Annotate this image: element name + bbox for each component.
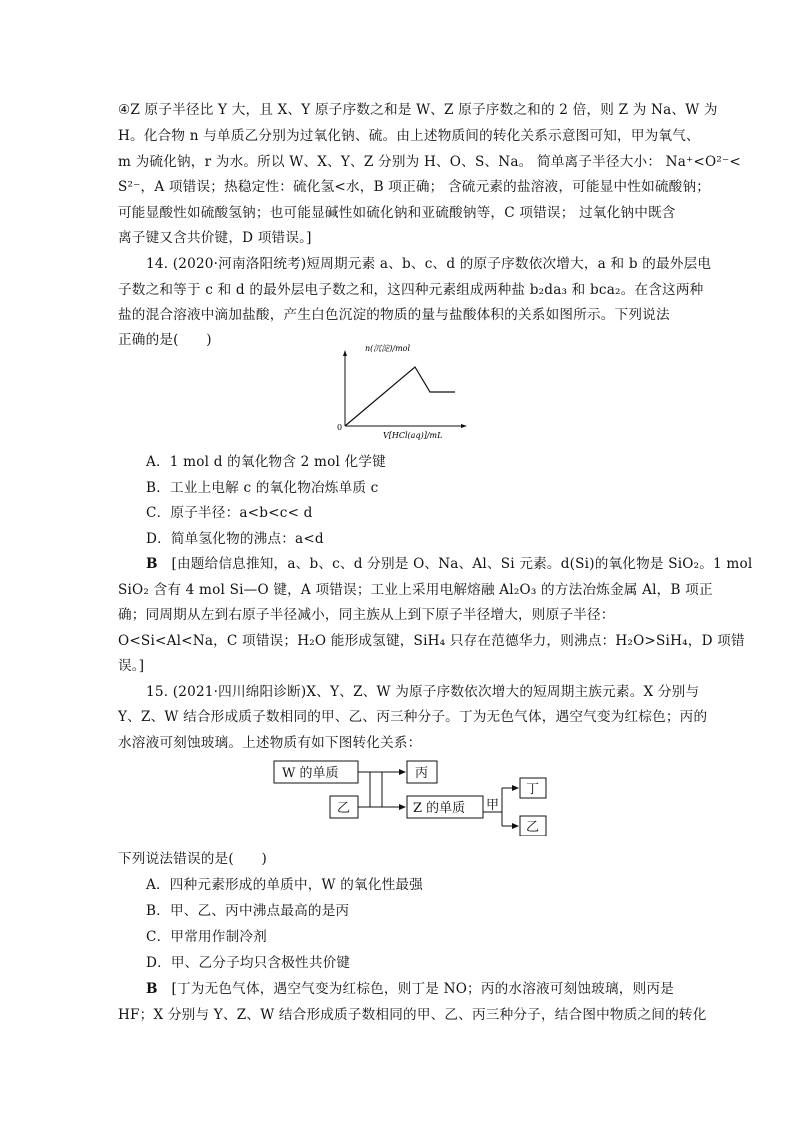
q14-answer: B xyxy=(146,556,158,572)
explanation-13-line: m 为硫化钠，r 为水。所以 W、X、Y、Z 分别为 H、O、S、Na。 简单离子半径大小： Na⁺<O²⁻< xyxy=(118,154,741,170)
box-w-label: W 的单质 xyxy=(282,766,339,781)
q14-stem-line: 14. (2020·河南洛阳统考)短周期元素 a、b、c、d 的原子序数依次增大，a 和 b 的最外层电 xyxy=(146,256,712,272)
explanation-13-line: ④Z 原子半径比 Y 大，且 X、Y 原子序数之和是 W、Z 原子序数之和的 2 倍，则 Z 为 Na、W 为 xyxy=(118,102,718,118)
q14-option: B．工业上电解 c 的氧化物冶炼单质 c xyxy=(146,480,379,496)
q15-option: A．四种元素形成的单质中，W 的氧化性最强 xyxy=(146,877,423,893)
arrow-to-ding xyxy=(512,785,519,791)
explanation-13-line: H。化合物 n 与单质乙分别为过氧化钠、硫。由上述物质间的转化关系示意图可知，甲为氧气、 xyxy=(118,128,700,144)
explanation-13-line: 离子键又含共价键，D 项错误。] xyxy=(118,230,312,246)
q15-stem-line: 水溶液可刻蚀玻璃。上述物质有如下图转化关系： xyxy=(118,735,422,751)
q15-prompt: 下列说法错误的是( ) xyxy=(118,851,267,867)
arrow-to-yi2 xyxy=(512,823,519,829)
graph-y-arrow xyxy=(343,350,347,356)
q15-answer: B xyxy=(146,981,158,997)
box-yi-label: 乙 xyxy=(337,801,351,816)
q14-explanation-line: 确；同周期从左到右原子半径减小，同主族从上到下原子半径增大，则原子半径： xyxy=(118,607,615,623)
arrow-to-z xyxy=(399,804,406,810)
q15-stem-line: Y、Z、W 结合形成质子数相同的甲、乙、丙三种分子。丁为无色气体，遇空气变为红棕色；丙的 xyxy=(118,709,708,725)
box-bing-label: 丙 xyxy=(415,766,429,781)
box-yi2-label: 乙 xyxy=(526,820,540,835)
q14-option: C．原子半径：a<b<c< d xyxy=(146,505,313,521)
q14-option: A．1 mol d 的氧化物含 2 mol 化学键 xyxy=(146,454,386,470)
graph-curve xyxy=(345,367,455,426)
explanation-13-line: 可能显酸性如硫酸氢钠；也可能显碱性如硫化钠和亚硫酸钠等，C 项错误； 过氧化钠中既含 xyxy=(118,205,676,221)
q14-option: D．简单氢化物的沸点：a<d xyxy=(146,531,324,547)
q15-explanation-first: [丁为无色气体，遇空气变为红棕色，则丁是 NO；丙的水溶液可刻蚀玻璃，则丙是 xyxy=(171,981,674,997)
q15-explanation-line: HF；X 分别与 Y、Z、W 结合形成质子数相同的甲、乙、丙三种分子，结合图中物质之间的转化 xyxy=(118,1007,707,1023)
box-ding-label: 丁 xyxy=(526,782,540,797)
q15-option: D．甲、乙分子均只含极性共价键 xyxy=(146,955,351,971)
q14-explanation-line: 误。] xyxy=(118,658,145,674)
q14-stem-line: 子数之和等于 c 和 d 的最外层电子数之和，这四种元素组成两种盐 b₂da₃ 和 bca₂。在含这两种 xyxy=(118,282,704,298)
q15-option: B．甲、乙、丙中沸点最高的是丙 xyxy=(146,903,350,919)
transformation-diagram xyxy=(270,756,560,836)
arrow-to-bing xyxy=(399,769,406,775)
q14-explanation-line: SiO₂ 含有 4 mol Si—O 键，A 项错误；工业上采用电解熔融 Al₂O₃ 的方法冶炼金属 Al，B 项正 xyxy=(118,582,713,598)
q14-answer-line xyxy=(146,554,753,574)
q14-stem-line: 正确的是( ) xyxy=(118,332,212,348)
q14-stem-line: 盐的混合溶液中滴加盐酸，产生白色沉淀的物质的量与盐酸体积的关系如图所示。下列说法 xyxy=(118,307,670,323)
q14-explanation-line: O<Si<Al<Na，C 项错误；H₂O 能形成氢键，SiH₄ 只存在范德华力，则沸点：H₂O>SiH₄，D 项错 xyxy=(118,633,745,649)
q15-answer-line xyxy=(146,979,716,999)
explanation-13-line: S²⁻，A 项错误；热稳定性：硫化氢<水，B 项正确； 含硫元素的盐溶液，可能显中性如硫酸钠； xyxy=(118,179,711,195)
precipitate-graph xyxy=(335,342,485,442)
q14-explanation-first: [由题给信息推知，a、b、c、d 分别是 O、Na、Al、Si 元素。d(Si)的氧化物是 SiO₂。1 mol xyxy=(171,556,753,572)
graph-origin-label: 0 xyxy=(337,423,343,432)
arrow-label-jia: 甲 xyxy=(486,798,500,813)
q15-option: C．甲常用作制冷剂 xyxy=(146,929,267,945)
q15-stem-line: 15. (2021·四川绵阳诊断)X、Y、Z、W 为原子序数依次增大的短周期主族元素。X 分别与 xyxy=(146,684,700,700)
graph-x-arrow xyxy=(461,424,467,428)
graph-y-label: n(沉淀)/mol xyxy=(365,344,411,353)
box-z-label: Z 的单质 xyxy=(413,801,466,816)
graph-x-label: V[HCl(aq)]/mL xyxy=(383,431,443,440)
